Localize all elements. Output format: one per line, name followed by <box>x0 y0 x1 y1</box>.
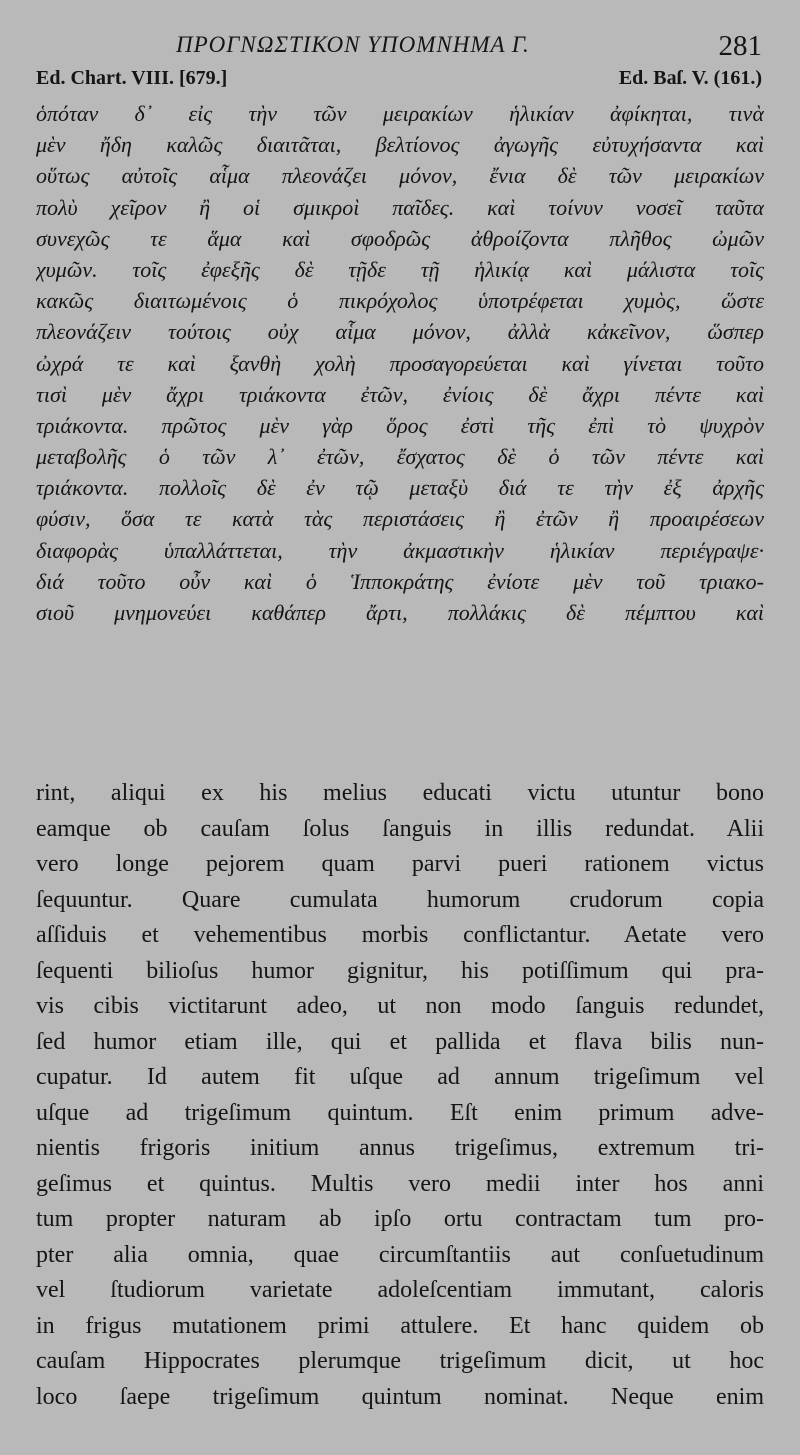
edition-references <box>36 67 762 95</box>
greek-line: ὁπόταν δ᾽ εἰς τὴν τῶν μειρακίων ἡλικίαν ἀφίκηται, τινὰ <box>36 101 764 126</box>
latin-line: eamque ob cauſam ſolus ſanguis in illis redundat. Alii <box>36 815 764 842</box>
greek-text-block <box>36 98 764 628</box>
latin-line: loco ſaepe trigeſimum quintum nominat. Neque enim <box>36 1383 764 1410</box>
latin-line: vero longe pejorem quam parvi pueri rationem victus <box>36 851 764 877</box>
latin-text-block <box>36 776 764 1415</box>
latin-line: ſequuntur. Quare cumulata humorum crudorum copia <box>36 886 764 913</box>
latin-line: uſque ad trigeſimum quintum. Eſt enim primum adve- <box>36 1099 764 1126</box>
page-number: 281 <box>718 30 762 62</box>
edition-reference-chart: Ed. Chart. VIII. [679.] <box>36 67 228 89</box>
greek-line: σιοῦ μνημονεύει καθάπερ ἄρτι, πολλάκις δὲ πέμπτου καὶ <box>36 600 764 625</box>
latin-line: vel ſtudiorum varietate adoleſcentiam immutant, caloris <box>36 1277 764 1303</box>
latin-line: cupatur. Id autem fit uſque ad annum trigeſimum vel <box>36 1064 764 1090</box>
greek-line: χυμῶν. τοῖς ἐφεξῆς δὲ τῇδε τῇ ἡλικίᾳ καὶ μάλιστα τοῖς <box>36 256 764 282</box>
greek-line: συνεχῶς τε ἅμα καὶ σφοδρῶς ἀθροίζοντα πλῆθος ὠμῶν <box>36 225 764 251</box>
greek-line: πλεονάζειν τούτοις οὐχ αἷμα μόνον, ἀλλὰ κἀκεῖνον, ὥσπερ <box>36 319 764 345</box>
latin-line: tum propter naturam ab ipſo ortu contractam tum pro- <box>36 1206 764 1232</box>
greek-line: διαφορὰς ὑπαλλάττεται, τὴν ἀκμαστικὴν ἡλικίαν περιέγραψε· <box>36 537 764 563</box>
latin-line: geſimus et quintus. Multis vero medii inter hos anni <box>36 1170 764 1197</box>
latin-line: ſed humor etiam ille, qui et pallida et flava bilis nun- <box>36 1028 764 1055</box>
edition-reference-basel: Ed. Baſ. V. (161.) <box>618 67 762 89</box>
greek-line: τριάκοντα. πρῶτος μὲν γὰρ ὅρος ἐστὶ τῆς ἐπὶ τὸ ψυχρὸν <box>36 412 764 438</box>
greek-line: τισὶ μὲν ἄχρι τριάκοντα ἐτῶν, ἐνίοις δὲ ἄχρι πέντε καὶ <box>36 381 764 407</box>
greek-line: τριάκοντα. πολλοῖς δὲ ἐν τῷ μεταξὺ διά τε τὴν ἐξ ἀρχῆς <box>36 475 764 501</box>
greek-line: διά τοῦτο οὖν καὶ ὁ Ἱπποκράτης ἐνίοτε μὲν τοῦ τριακο- <box>36 568 764 594</box>
latin-line: in frigus mutationem primi attulere. Et hanc quidem ob <box>36 1312 764 1339</box>
latin-line: rint, aliqui ex his melius educati victu utuntur bono <box>36 780 764 806</box>
latin-line: pter alia omnia, quae circumſtantiis aut conſuetudinum <box>36 1241 764 1268</box>
greek-line: μὲν ἤδη καλῶς διαιτᾶται, βελτίονος ἀγωγῆς εὐτυχήσαντα καὶ <box>36 132 764 158</box>
greek-line: οὕτως αὐτοῖς αἷμα πλεονάζει μόνον, ἔνια δὲ τῶν μειρακίων <box>36 163 764 189</box>
page-header <box>36 30 762 66</box>
running-title: ΠΡΟΓΝΩΣΤΙΚΟΝ ΥΠΟΜΝΗΜΑ Γ. <box>176 32 530 57</box>
latin-line: cauſam Hippocrates plerumque trigeſimum dicit, ut hoc <box>36 1348 764 1374</box>
greek-line: πολὺ χεῖρον ἢ οἱ σμικροὶ παῖδες. καὶ τοίνυν νοσεῖ ταῦτα <box>36 194 764 220</box>
latin-line: nientis frigoris initium annus trigeſimus, extremum tri- <box>36 1135 764 1161</box>
greek-line: φύσιν, ὅσα τε κατὰ τὰς περιστάσεις ἢ ἐτῶν ἢ προαιρέσεων <box>36 506 764 532</box>
greek-line: ὠχρά τε καὶ ξανθὴ χολὴ προσαγορεύεται καὶ γίνεται τοῦτο <box>36 350 764 376</box>
greek-line: μεταβολῆς ὁ τῶν λ᾽ ἐτῶν, ἔσχατος δὲ ὁ τῶν πέντε καὶ <box>36 444 764 470</box>
latin-line: ſequenti bilioſus humor gignitur, his potiſſimum qui pra- <box>36 957 764 984</box>
greek-line: κακῶς διαιτωμένοις ὁ πικρόχολος ὑποτρέφεται χυμὸς, ὥστε <box>36 288 764 314</box>
latin-line: aſſiduis et vehementibus morbis conflictantur. Aetate vero <box>36 922 764 948</box>
latin-line: vis cibis victitarunt adeo, ut non modo ſanguis redundet, <box>36 993 764 1019</box>
